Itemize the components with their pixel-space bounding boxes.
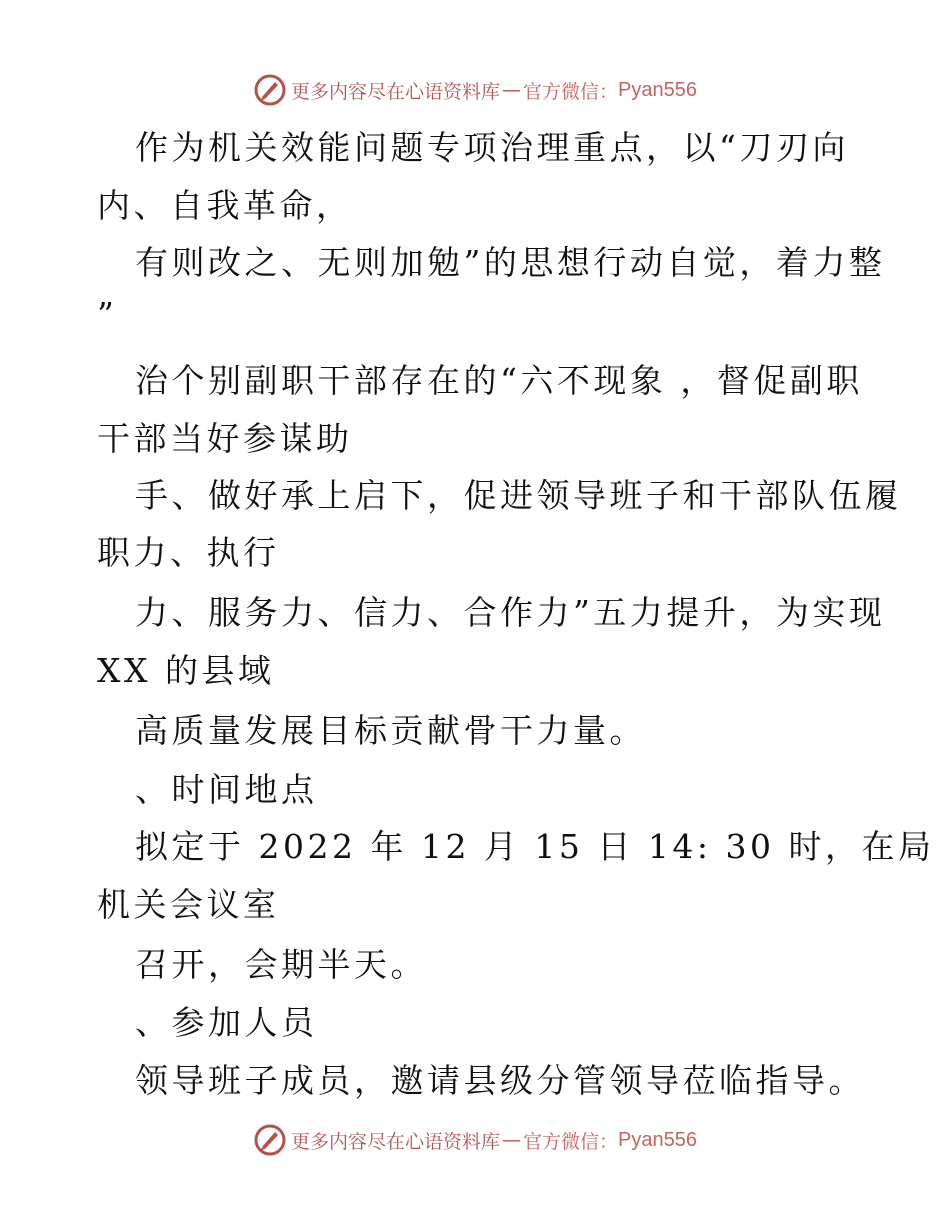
text-line: 高质量发展目标贡献骨干力量。 (135, 711, 646, 750)
section-heading: 、参加人员 (135, 1003, 318, 1042)
section-heading: 、时间地点 (135, 770, 318, 809)
watermark-separator: — (502, 79, 522, 101)
text-line: 召开，会期半天。 (135, 945, 427, 984)
text-line: 治个别副职干部存在的“六不现象 ，督促副职 (135, 361, 863, 400)
footer-watermark (0, 1120, 950, 1160)
watermark-account: Pyan556 (618, 78, 697, 101)
watermark-separator: — (502, 1129, 522, 1151)
text-line: 有则改之、无则加勉”的思想行动自觉，着力整 (135, 243, 886, 282)
watermark-suffix: 官方微信： (523, 80, 619, 103)
header-watermark (0, 70, 950, 110)
text-line: 作为机关效能问题专项治理重点，以“刀刃向 (135, 128, 849, 167)
quill-seal-icon (253, 1123, 287, 1157)
watermark-suffix: 官方微信： (523, 1130, 619, 1153)
text-line: 职力、执行 (97, 533, 280, 572)
text-line: 手、做好承上启下，促进领导班子和干部队伍履 (135, 476, 902, 515)
text-line: 干部当好参谋助 (97, 419, 353, 458)
text-line: 领导班子成员，邀请县级分管领导莅临指导。 (135, 1061, 865, 1100)
text-line: 内、自我革命， (97, 186, 353, 225)
text-line: 机关会议室 (97, 885, 280, 924)
watermark-title: 更多内容尽在心语资料库 (291, 1130, 501, 1153)
watermark-account: Pyan556 (618, 1128, 697, 1151)
text-line: 拟定于 2022 年 12 月 15 日 14: 30 时，在局 (135, 827, 935, 866)
text-line: 力、服务力、信力、合作力”五力提升，为实现 (135, 593, 886, 632)
quill-seal-icon (253, 73, 287, 107)
text-line: XX 的县域 (97, 651, 275, 690)
watermark-title: 更多内容尽在心语资料库 (291, 80, 501, 103)
text-line: ” (97, 295, 118, 334)
